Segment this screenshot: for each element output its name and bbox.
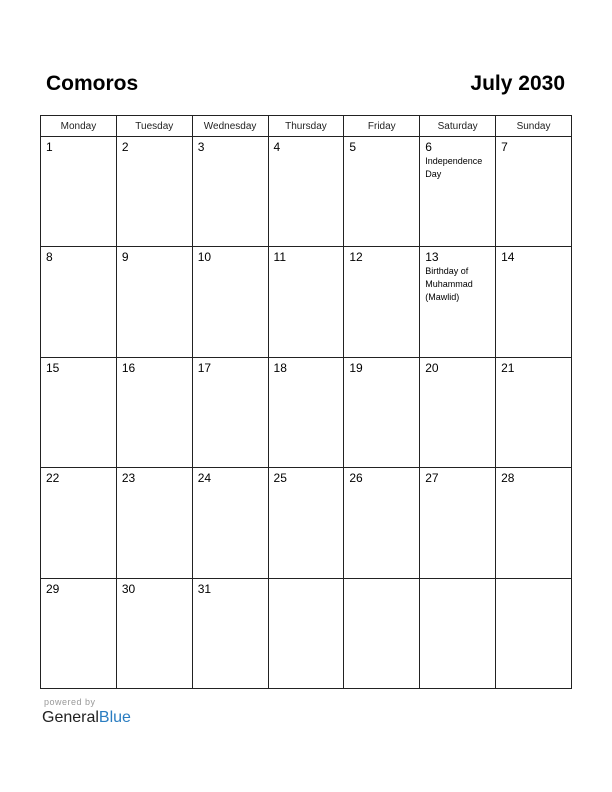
day-number: 30	[121, 581, 136, 596]
day-cell	[192, 137, 268, 247]
day-number: 13	[425, 250, 439, 265]
week-row	[41, 578, 572, 688]
day-number: 16	[121, 360, 136, 375]
weekday-header: Wednesday	[192, 116, 268, 137]
calendar-grid	[40, 115, 572, 689]
holiday-label: Birthday of Muhammad (Mawlid)	[425, 266, 473, 303]
day-cell	[41, 357, 117, 467]
day-number: 15	[46, 360, 60, 375]
month-year-title: July 2030	[470, 72, 565, 95]
day-number: 27	[425, 471, 439, 486]
day-number: 31	[197, 581, 212, 596]
day-number: 2	[121, 140, 129, 154]
day-cell	[268, 468, 344, 578]
day-cell	[496, 357, 572, 467]
day-cell	[496, 578, 572, 688]
day-cell	[420, 468, 496, 578]
day-cell	[192, 247, 268, 357]
day-cell	[496, 468, 572, 578]
brand-blue-text: Blue	[98, 709, 131, 726]
day-cell	[192, 578, 268, 688]
weekday-header: Sunday	[496, 116, 572, 137]
week-row	[41, 357, 572, 467]
day-cell	[41, 247, 117, 357]
week-row	[41, 137, 572, 247]
brand-logo	[42, 708, 131, 728]
holiday-label: Independence Day	[425, 156, 483, 179]
day-number: 25	[273, 471, 287, 486]
weekday-header: Monday	[41, 116, 117, 137]
day-number: 11	[273, 250, 286, 265]
weekday-header: Tuesday	[116, 116, 192, 137]
day-number: 17	[197, 360, 212, 375]
day-cell	[116, 357, 192, 467]
day-number: 3	[197, 140, 205, 154]
day-number: 5	[349, 140, 357, 154]
week-row	[41, 247, 572, 357]
day-cell	[41, 578, 117, 688]
day-cell	[268, 247, 344, 357]
day-number: 14	[501, 250, 515, 265]
day-number: 23	[121, 471, 136, 486]
day-cell	[344, 357, 420, 467]
day-cell	[344, 247, 420, 357]
day-number: 29	[46, 581, 60, 596]
day-number: 26	[349, 471, 363, 486]
day-number: 18	[273, 360, 287, 375]
day-cell	[420, 578, 496, 688]
day-number: 8	[46, 250, 53, 265]
day-cell	[116, 468, 192, 578]
day-cell	[344, 468, 420, 578]
brand-general-text: General	[42, 709, 99, 726]
week-row	[41, 468, 572, 578]
day-number: 1	[46, 140, 53, 154]
day-cell	[116, 578, 192, 688]
day-number: 20	[425, 360, 439, 375]
day-number: 7	[501, 140, 508, 154]
day-number: 19	[349, 360, 363, 375]
powered-by-text: powered by	[44, 697, 96, 707]
day-number: 24	[197, 471, 212, 486]
day-cell	[496, 137, 572, 247]
day-number: 10	[197, 250, 212, 265]
weekday-header: Thursday	[268, 116, 344, 137]
day-cell	[420, 247, 496, 357]
day-cell	[268, 578, 344, 688]
day-number: 22	[46, 471, 60, 486]
day-cell	[116, 247, 192, 357]
day-cell	[268, 137, 344, 247]
day-number: 4	[273, 140, 281, 154]
day-number: 6	[425, 140, 432, 154]
weekday-header-row	[41, 116, 572, 137]
weekday-header: Saturday	[420, 116, 496, 137]
day-cell	[420, 357, 496, 467]
day-cell	[420, 137, 496, 247]
day-cell	[41, 137, 117, 247]
day-cell	[268, 357, 344, 467]
day-cell	[344, 137, 420, 247]
day-number: 21	[501, 360, 515, 375]
day-cell	[192, 468, 268, 578]
day-number: 12	[349, 250, 363, 265]
weekday-header: Friday	[344, 116, 420, 137]
day-cell	[116, 137, 192, 247]
day-number: 9	[121, 250, 129, 265]
day-cell	[41, 468, 117, 578]
day-cell	[344, 578, 420, 688]
day-cell	[192, 357, 268, 467]
day-number: 28	[501, 471, 515, 486]
day-cell	[496, 247, 572, 357]
country-title: Comoros	[46, 72, 139, 95]
